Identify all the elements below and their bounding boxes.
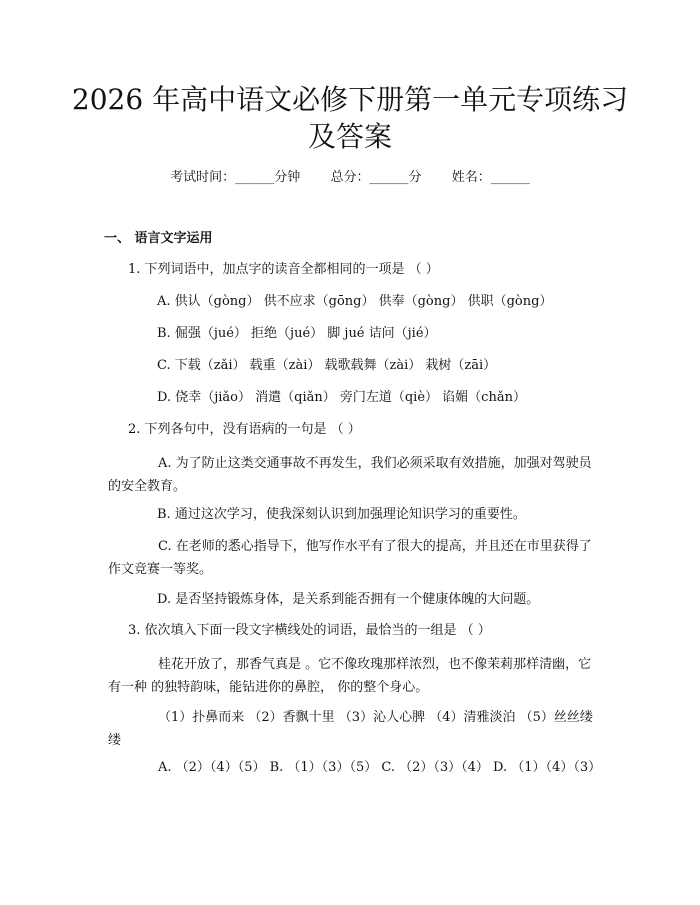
score-unit: 分 bbox=[408, 170, 422, 185]
question-1-option-a: A. 供认（gòng） 供不应求（gōng） 供奉（gòng） 供职（gòng） bbox=[157, 294, 553, 309]
time-unit: 分钟 bbox=[274, 170, 301, 185]
score-blank: ______ bbox=[369, 170, 409, 185]
question-3-passage: 桂花开放了，那香气真是 。它不像玫瑰那样浓烈，也不像茉莉那样清幽，它有一种 的独特韵味，能钻进你的鼻腔， 你的整个身心。 bbox=[108, 657, 592, 695]
score-label: 总分： bbox=[330, 170, 370, 185]
question-3-stem: 3. 依次填入下面一段文字横线处的词语，最恰当的一组是 （ ） bbox=[128, 623, 491, 638]
name-label: 姓名： bbox=[451, 170, 491, 185]
question-2-option-b: B. 通过这次学习，使我深刻认识到加强理论知识学习的重要性。 bbox=[157, 507, 526, 522]
question-1-option-d: D. 侥幸（jiǎo） 消遣（qiǎn） 旁门左道（qiè） 谄媚（chǎn） bbox=[157, 390, 526, 405]
time-label: 考试时间： bbox=[170, 170, 236, 185]
section-heading: 一、 语言文字运用 bbox=[104, 231, 213, 246]
question-3-options: A. （2）（4）（5） B. （1）（3）（5） C. （2）（3）（4） D. （1）（4）（3） bbox=[158, 760, 602, 775]
question-1-option-c: C. 下载（zǎi） 载重（zài） 载歌载舞（zài） 栽树（zāi） bbox=[157, 358, 497, 373]
exam-meta bbox=[0, 168, 700, 188]
question-2-option-c: C. 在老师的悉心指导下，他写作水平有了很大的提高，并且还在市里获得了作文竞赛一等奖。 bbox=[108, 539, 592, 577]
page-title: 2026 年高中语文必修下册第一单元专项练习 bbox=[71, 83, 629, 116]
question-2-option-a: A. 为了防止这类交通事故不再发生，我们必须采取有效措施，加强对驾驶员的安全教育。 bbox=[108, 456, 592, 494]
question-2-stem: 2. 下列各句中，没有语病的一句是 （ ） bbox=[128, 422, 361, 437]
name-blank: ______ bbox=[490, 170, 530, 185]
question-1-option-b: B. 倔强（jué） 拒绝（jué） 脚 jué 诘问（jié） bbox=[157, 326, 437, 341]
question-1-stem: 1. 下列词语中，加点字的读音全都相同的一项是 （ ） bbox=[128, 262, 439, 277]
question-2-option-d: D. 是否坚持锻炼身体，是关系到能否拥有一个健康体魄的大问题。 bbox=[157, 592, 540, 607]
time-blank: ______ bbox=[235, 170, 275, 185]
page-title-continued: 及答案 bbox=[307, 120, 392, 153]
question-3-choices: （1）扑鼻而来 （2）香飘十里 （3）沁人心脾 （4）清雅淡泊 （5）丝丝缕缕 bbox=[108, 710, 593, 748]
